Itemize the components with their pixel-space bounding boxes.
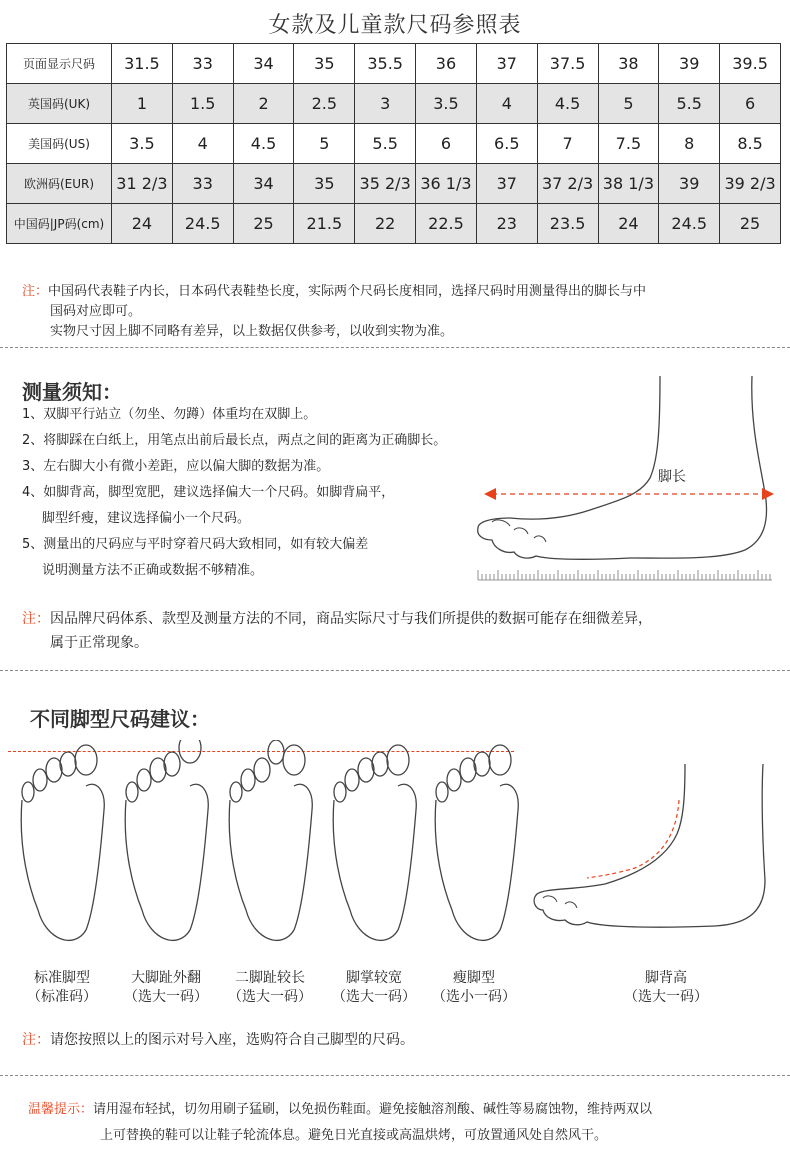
row-header: 英国码(UK) xyxy=(7,84,112,124)
divider xyxy=(0,670,790,671)
table-cell: 5.5 xyxy=(659,84,720,124)
note-text: 请您按照以上的图示对号入座，选购符合自己脚型的尺码。 xyxy=(50,1032,414,1048)
table-cell: 22.5 xyxy=(416,204,477,244)
foot-type-advice: （选大一码） xyxy=(332,989,416,1005)
table-cell: 7.5 xyxy=(598,124,659,164)
page-title: 女款及儿童款尺码参照表 xyxy=(268,13,522,38)
foot-type-name: 二脚趾较长 xyxy=(235,970,305,986)
foot-length-illustration xyxy=(470,370,780,585)
table-cell: 2 xyxy=(233,84,294,124)
care-tips xyxy=(28,1097,778,1149)
measure-item: 说明测量方法不正确或数据不够精准。 xyxy=(42,563,264,578)
note-prefix: 注： xyxy=(22,284,49,299)
table-cell: 6 xyxy=(416,124,477,164)
foot-type-name: 大脚趾外翻 xyxy=(131,970,201,986)
measure-instructions xyxy=(22,405,492,580)
table-cell: 35 2/3 xyxy=(355,164,416,204)
table-cell: 5 xyxy=(598,84,659,124)
foot-type-advice: （选大一码） xyxy=(624,989,708,1005)
table-cell: 34 xyxy=(233,44,294,84)
table-cell: 22 xyxy=(355,204,416,244)
measure-item: 1、双脚平行站立（勿坐、勿蹲）体重均在双脚上。 xyxy=(22,407,317,422)
row-header: 欧洲码(EUR) xyxy=(7,164,112,204)
measure-item: 2、将脚踩在白纸上，用笔点出前后最长点，两点之间的距离为正确脚长。 xyxy=(22,433,447,448)
row-header: 页面显示尺码 xyxy=(7,44,112,84)
table-cell: 34 xyxy=(233,164,294,204)
table-cell: 25 xyxy=(233,204,294,244)
high-instep-illustration xyxy=(525,760,785,960)
note-brand-difference xyxy=(22,607,782,655)
table-cell: 6.5 xyxy=(476,124,537,164)
table-cell: 23 xyxy=(476,204,537,244)
measure-item: 脚型纤瘦，建议选择偏小一个尺码。 xyxy=(42,511,251,526)
table-cell: 8.5 xyxy=(720,124,781,164)
table-row xyxy=(7,84,781,124)
table-cell: 37 2/3 xyxy=(537,164,598,204)
foot-type-name: 脚掌较宽 xyxy=(346,970,402,986)
note-line: 因品牌尺码体系、款型及测量方法的不同，商品实际尺寸与我们所提供的数据可能存在细微差异， xyxy=(50,611,652,627)
foot-type-advice: （标准码） xyxy=(27,989,97,1005)
divider xyxy=(0,347,790,348)
tips-prefix: 温馨提示： xyxy=(28,1102,94,1117)
table-cell: 37 xyxy=(476,164,537,204)
note-line: 中国码代表鞋子内长，日本码代表鞋垫长度，实际两个尺码长度相同，选择尺码时用测量得出的脚长与中 xyxy=(48,284,647,299)
table-cell: 35 xyxy=(294,164,355,204)
table-cell: 24.5 xyxy=(172,204,233,244)
note-line: 国码对应即可。 xyxy=(50,304,142,319)
table-cell: 36 1/3 xyxy=(416,164,477,204)
table-cell: 5 xyxy=(294,124,355,164)
measure-item: 5、测量出的尺码应与平时穿着尺码大致相同，如有较大偏差 xyxy=(22,537,369,552)
table-cell: 4 xyxy=(172,124,233,164)
note-prefix: 注： xyxy=(22,611,50,627)
foot-type-name: 脚背高 xyxy=(645,970,687,986)
table-cell: 24 xyxy=(598,204,659,244)
table-cell: 31.5 xyxy=(112,44,173,84)
row-header: 中国码|JP码(cm) xyxy=(7,204,112,244)
note-prefix: 注： xyxy=(22,1032,50,1048)
foot-type-caption xyxy=(324,969,424,1007)
measure-item: 4、如脚背高，脚型宽肥，建议选择偏大一个尺码。如脚背扁平， xyxy=(22,485,395,500)
foot-outline xyxy=(333,745,416,940)
table-row xyxy=(7,44,781,84)
table-cell: 4 xyxy=(476,84,537,124)
table-cell: 35.5 xyxy=(355,44,416,84)
foot-type-advice: （选大一码） xyxy=(228,989,312,1005)
table-cell: 39.5 xyxy=(720,44,781,84)
table-cell: 24 xyxy=(112,204,173,244)
table-cell: 33 xyxy=(172,164,233,204)
table-cell: 31 2/3 xyxy=(112,164,173,204)
table-cell: 33 xyxy=(172,44,233,84)
note-line: 实物尺寸因上脚不同略有差异，以上数据仅供参考，以收到实物为准。 xyxy=(50,324,454,339)
table-cell: 35 xyxy=(294,44,355,84)
note-size-explanation xyxy=(22,282,782,342)
tips-line: 请用湿布轻拭，切勿用刷子猛刷，以免损伤鞋面。避免接触溶剂酸、碱性等易腐蚀物，维持两双以 xyxy=(93,1102,653,1117)
table-cell: 3 xyxy=(355,84,416,124)
foot-outline xyxy=(435,745,518,940)
table-cell: 1 xyxy=(112,84,173,124)
foot-outline xyxy=(21,745,104,940)
foot-outline xyxy=(125,740,208,940)
foot-types-heading: 不同脚型尺码建议： xyxy=(30,707,210,731)
table-cell: 39 2/3 xyxy=(720,164,781,204)
foot-type-caption xyxy=(116,969,216,1007)
foot-outline xyxy=(229,740,312,940)
table-cell: 25 xyxy=(720,204,781,244)
table-cell: 39 xyxy=(659,44,720,84)
foot-type-caption xyxy=(220,969,320,1007)
table-cell: 24.5 xyxy=(659,204,720,244)
table-cell: 23.5 xyxy=(537,204,598,244)
table-cell: 39 xyxy=(659,164,720,204)
foot-type-caption xyxy=(424,969,524,1007)
foot-type-name: 瘦脚型 xyxy=(453,970,495,986)
row-header: 美国码(US) xyxy=(7,124,112,164)
foot-type-caption xyxy=(616,969,716,1007)
table-cell: 37 xyxy=(476,44,537,84)
table-cell: 3.5 xyxy=(416,84,477,124)
table-cell: 1.5 xyxy=(172,84,233,124)
table-row xyxy=(7,124,781,164)
table-cell: 38 xyxy=(598,44,659,84)
foot-types-illustration xyxy=(10,740,530,960)
foot-type-advice: （选大一码） xyxy=(124,989,208,1005)
table-cell: 2.5 xyxy=(294,84,355,124)
table-cell: 4.5 xyxy=(233,124,294,164)
measure-item: 3、左右脚大小有微小差距，应以偏大脚的数据为准。 xyxy=(22,459,330,474)
table-cell: 8 xyxy=(659,124,720,164)
table-cell: 4.5 xyxy=(537,84,598,124)
table-row xyxy=(7,164,781,204)
table-cell: 21.5 xyxy=(294,204,355,244)
table-cell: 7 xyxy=(537,124,598,164)
size-table xyxy=(6,43,781,244)
foot-type-name: 标准脚型 xyxy=(34,970,90,986)
note-line: 属于正常现象。 xyxy=(50,635,148,651)
table-cell: 37.5 xyxy=(537,44,598,84)
table-cell: 5.5 xyxy=(355,124,416,164)
measure-heading: 测量须知： xyxy=(22,380,122,404)
table-cell: 6 xyxy=(720,84,781,124)
table-cell: 36 xyxy=(416,44,477,84)
note-choose-type xyxy=(22,1029,414,1049)
foot-type-advice: （选小一码） xyxy=(432,989,516,1005)
table-cell: 3.5 xyxy=(112,124,173,164)
foot-type-caption xyxy=(12,969,112,1007)
table-row xyxy=(7,204,781,244)
tips-line: 上可替换的鞋可以让鞋子轮流体息。避免日光直接或高温烘烤，可放置通风处自然风干。 xyxy=(100,1128,608,1143)
divider xyxy=(0,1075,790,1076)
table-cell: 38 1/3 xyxy=(598,164,659,204)
foot-length-label: 脚长 xyxy=(658,469,686,485)
